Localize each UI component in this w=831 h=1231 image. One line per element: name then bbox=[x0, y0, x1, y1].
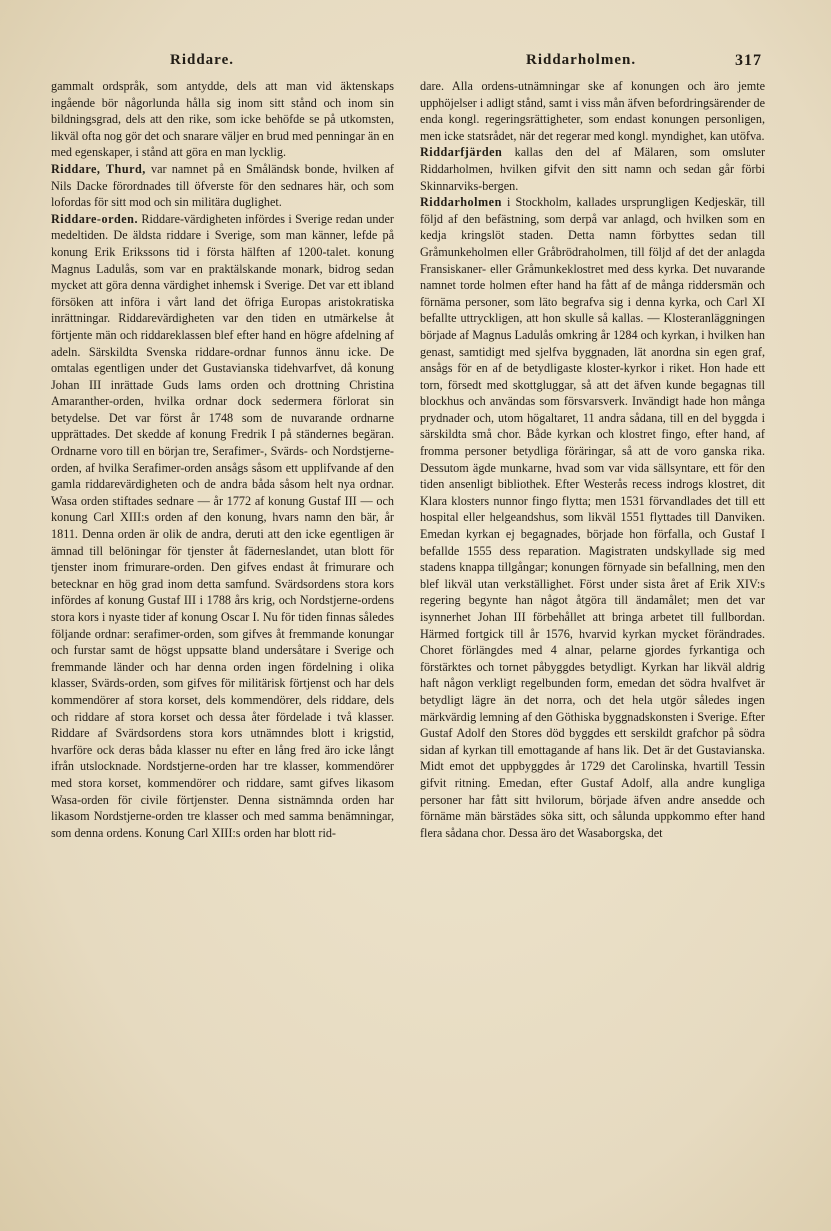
entry-text: kallas den del af Mälaren, som omsluter Riddarholmen, hvilken gifvit den sitt namn och sedan går förbi Skinnarviks-bergen. bbox=[420, 145, 766, 193]
entry-headword: Riddarfjärden bbox=[420, 145, 503, 160]
entry-text: i Stockholm, kallades ursprungligen Kedjeskär, till följd af den befästning, som derpå var anlagd, och hvilken som en kedja kringslöt staden. Detta namn förbyttes sedan till Gråmunkeholmen eller Gråbrödraholmen, till följd af det der anlagda Fransiskaner- eller Gråmunkeklostret med dess kyrka. Det nuvarande namnet torde holmen efter hand ha fått af de många riddersmän och förnäma personer, som läto begrafva sig i denna kyrka, och Carl XI befallte uttryckligen, att hon skulle så kallas. — Klosteranläggningen började af Magnus Ladulås omkring år 1284 och kyrkan, i hvilken han genast, samtidigt med sjelfva byggnaden, lät anordna sin egen graf, ansågs för en af de betydligaste kloster-kyrkor i riket. Hon hade ett torn, försedt med skottgluggar, så att det äfven kunde begagnas till blockhus och användas som försvarsverk. Invändigt hade hon många prydnader och, utom högaltaret, 11 andra sådana, till en del byggda i särskildta små chor. Både kyrkan och klostret fingo, efter hand, af fromma personer betydliga föräringar, så att de voro ganska rika. Dessutom ägde munkarne, hvad som var vida sällsyntare, ett för den tiden ansenligt bibliothek. Efter Westerås recess indrogs klostret, dit Klara klosters nunnor fingo flytta; men 1531 förvandlades det till ett hospital eller helgeandshus, som likväl 1551 flyttades till Danviken. Emedan kyrkan ej begagnades, började hon förfalla, och Gustaf I befallde 1555 dess reparation. Magistraten undskyllade sig med stadens knappa tillgångar; konungen förnyade sin befallning, men den blef likväl utan verkställighet. Först under sista året af Erik XIV:s regering begynte han något åtgöra till ändamålet; men det var isynnerhet Johan III förbehållet att bringa arbetet till fullbordan. Härmed fortgick till år 1576, hvarvid kyrkan mycket förändrades. Choret förlängdes med 4 alnar, pelarne gjordes fyrkantiga och förstärktes och tornet påbyggdes betydligt. Kyrkan har likväl aldrig haft någon verkligt regelbunden form, emedan det södra hvalfvet är betydligt lägre än det norra, och det hela utgör således ingen märkvärdig lemning af den Göthiska byggnadskonsten i Sverige. Efter Gustaf Adolf den Stores död byggdes ett serskildt grafchor på södra sidan af kyrkan till emottagande af hans lik. Det är det Gustavianska. Midt emot det uppbyggdes år 1729 det Carolinska, hvartill Tessin gifvit ritning. Emedan, efter Gustaf Adolf, alla andre kungliga personer har fått sitt hvilorum, började äfven andre ansedde och förnäme män bärstädes söka sitt, och sålunda uppkommo efter hand flera sådana chor. Dessa äro det Wasaborgska, det bbox=[420, 195, 765, 840]
paragraph-text: gammalt ordspråk, som antydde, dels att man vid äktenskaps ingående bör någorlunda hålla sig inom sitt stånd och inom sin bildningsgrad, dels att den rike, som icke behöfde se på utkomsten, likväl ofta nog gör det och snarare väljer en brud med penningar än en med egenskaper, i stånd att göra en man lycklig. bbox=[51, 79, 394, 160]
entry-riddare-thurd bbox=[51, 161, 394, 211]
right-column bbox=[420, 78, 765, 841]
entry-riddarholmen bbox=[420, 194, 765, 841]
running-header-left: Riddare. bbox=[170, 52, 234, 68]
page-number: 317 bbox=[735, 52, 762, 69]
entry-headword: Riddare, Thurd, bbox=[51, 161, 146, 176]
running-header-right: Riddarholmen. bbox=[526, 52, 637, 68]
continued-paragraph bbox=[51, 78, 394, 161]
entry-riddare-orden bbox=[51, 211, 394, 842]
paragraph-text: dare. Alla ordens-utnämningar ske af konungen och äro jemte upphöjelser i adligt stånd, samt i viss mån äfven befordringsärender de enda kongl. regeringsrättigheter, som endast konungen personligen, men icke statsrådet, när det regerar med kongl. myndighet, kan utöfva. bbox=[420, 79, 765, 143]
left-column bbox=[51, 78, 394, 841]
continued-paragraph bbox=[420, 78, 765, 144]
entry-headword: Riddarholmen bbox=[420, 195, 502, 210]
entry-riddarfjarden bbox=[420, 144, 765, 194]
entry-text: var namnet på en Småländsk bonde, hvilken af Nils Dacke förordnades till öfverste för den sednares här, och som lofordas för sitt mod och sin militära duglighet. bbox=[51, 161, 394, 210]
entry-text: Riddare-värdigheten infördes i Sverige redan under medeltiden. De äldsta riddare i Sverige, som man känner, lefde på konung Erik Erikssons tid i första hälften af 1200-talet. konung Magnus Ladulås, som var en praktälskande monark, bidrog sedan mycket att göra denna värdighet inhemsk i Sverige. Det var ett ibland försöken att införa i vårt land det öfriga Europas aristokratiska inrättningar. Riddarevärdigheten var den tiden en utmärkelse åt förtjente män och riddareklassen blef efter hand en högre afdelning af adeln. Särskildta Svenska riddare-ordnar funnos ännu icke. De omtalas egentligen under det Gustavianska tidehvarfvet, då konung Johan III inrättade Guds lams orden och drottning Christina Amaranther-orden, hvilka ordnar dock sedermera förlorat sin betydelse. Det var först år 1748 som de nuvarande ordnarne upprättades. Det skedde af konung Fredrik I på ständernes begäran. Ordnarne voro till en början tre, Serafimer-, Svärds- och Nordstjerne-orden, af hvilka Serafimer-orden ansågs såsom ett upplifvande af den gamla riddarevärdigheten och de andra båda såsom helt nya ordnar. Wasa orden stiftades sednare — år 1772 af konung Gustaf III — och konung Carl XIII:s orden af den konung, hvars namn den bär, år 1811. Denna orden är olik de andra, deruti att den icke egentligen är ämnad till belöningar för tjenster åt fäderneslandet, utan blott för tjenster inom frimurare-orden. Den gifves endast åt frimurare och betecknar en hög grad inom detta samfund. Svärdsordens stora kors infördes af konung Gustaf III i 1788 års krig, och Nordstjerne-ordens stora kors i nyaste tider af konung Oscar I. Nu för tiden finnas således följande ordnar: serafimer-orden, som gifves åt fremmande konungar och furstar samt de högst uppsatte bland undersåtare i Sverige och fremmande länder och har denna orden ingen fördelning i olika klasser, Svärds-orden, som gifves för militärisk förtjenst och har dels kommendörer af stora korset, dels kommendörer, dels riddare, dels och riddare af stora korset och dessa åter fördelade i två klasser. Riddare af Svärdsordens stora kors utnämndes blott i krigstid, hvarföre ock deras båda klasser nu efter en lång fred äro icke långt ifrån utslocknade. Nordstjerne-orden har tre klasser, kommendörer med stora korset, kommendörer och riddare, samt gifves likasom Wasa-orden för civile förtjenster. Denna sistnämnda orden har likasom Nordstjerne-orden tre klasser och med samma benämningar, som denna ordens. Konung Carl XIII:s orden har blott rid- bbox=[51, 211, 394, 840]
entry-headword: Riddare-orden. bbox=[51, 211, 139, 226]
